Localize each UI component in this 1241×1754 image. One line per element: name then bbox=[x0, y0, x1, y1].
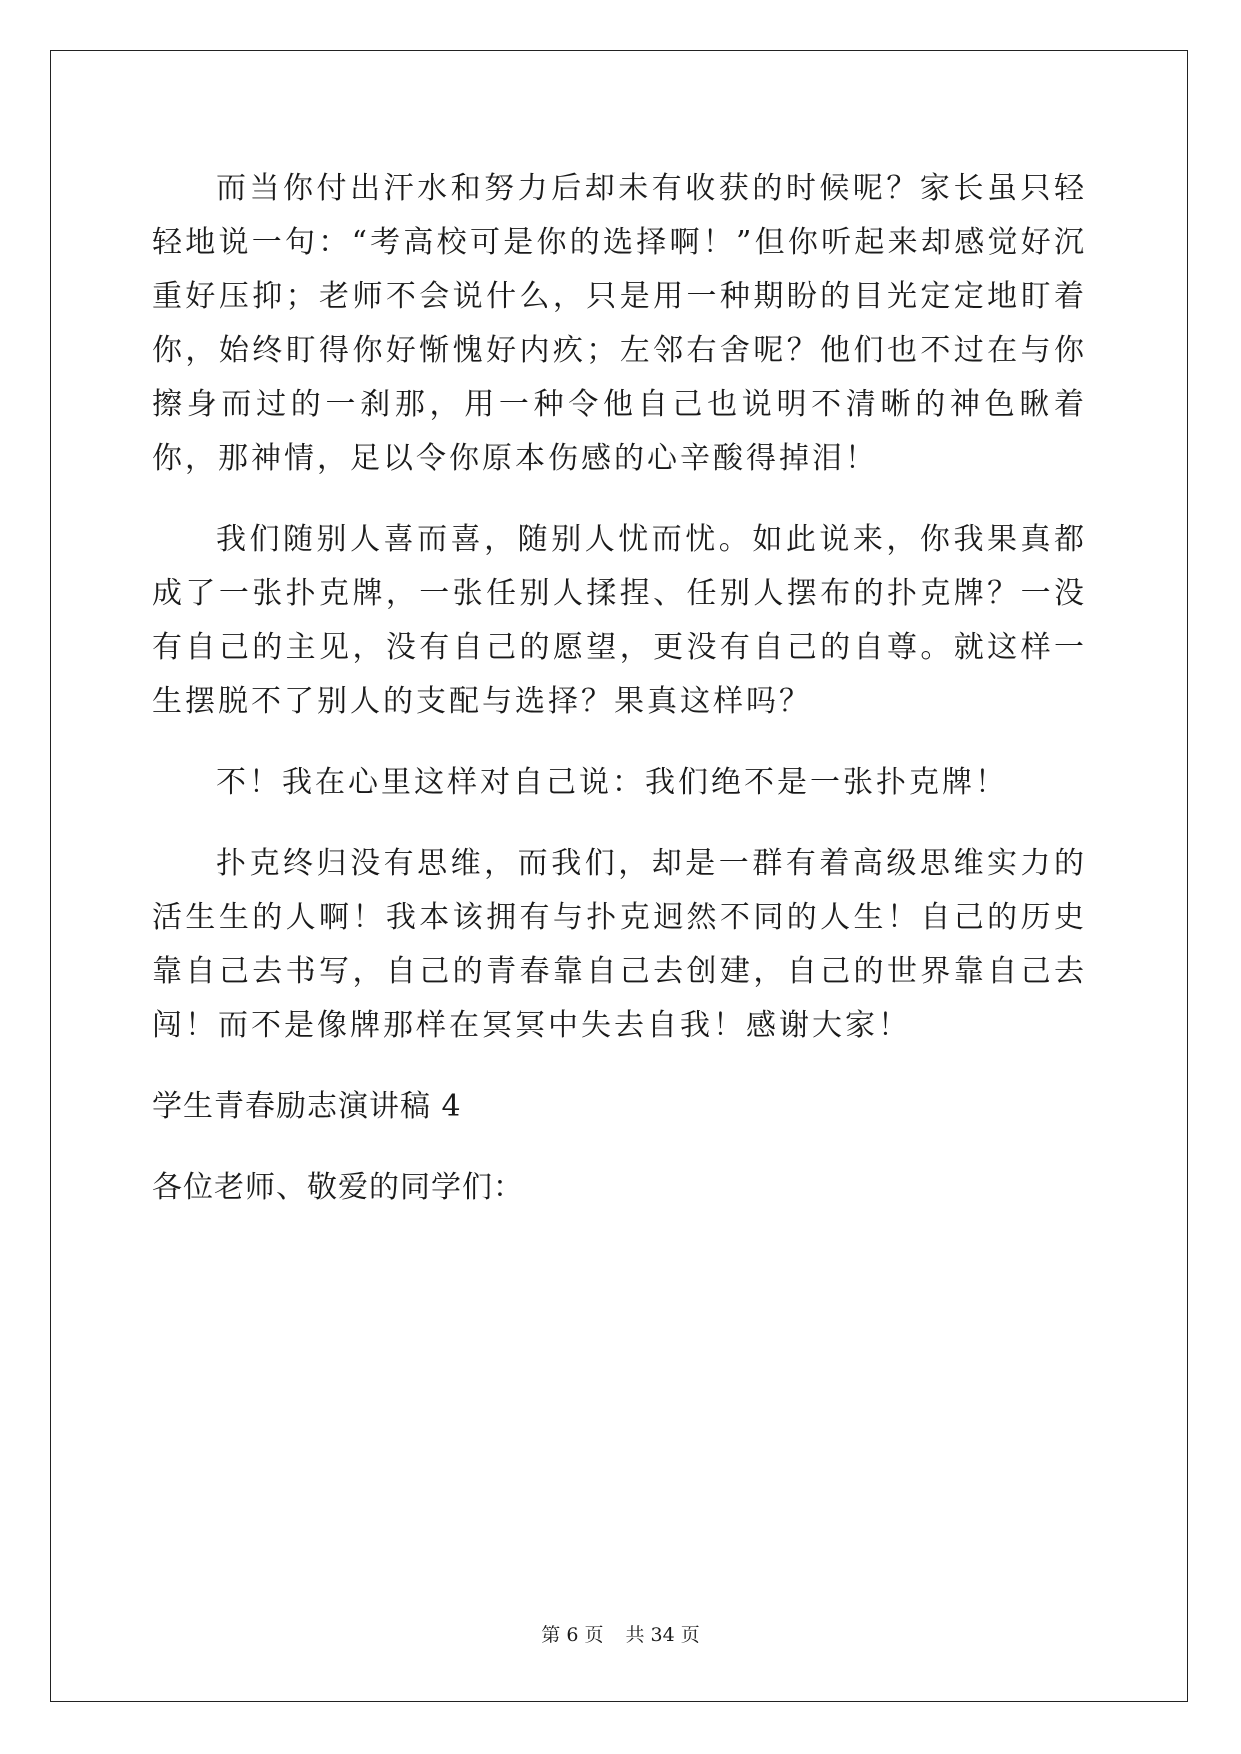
page-total: 共 34 页 bbox=[625, 1624, 700, 1646]
page-number: 第 6 页 bbox=[541, 1624, 604, 1646]
section-title: 学生青春励志演讲稿 4 bbox=[152, 1089, 462, 1124]
paragraph-2: 我们随别人喜而喜，随别人忧而忧。如此说来，你我果真都成了一张扑克牌，一张任别人揉捏、任别人摆布的扑克牌？一没有自己的主见，没有自己的愿望，更没有自己的自尊。就这样一生摆脱不了别人的支配与选择？果真这样吗？ bbox=[152, 522, 1087, 719]
paragraph-3: 不！我在心里这样对自己说：我们绝不是一张扑克牌！ bbox=[216, 765, 1008, 800]
document-body bbox=[152, 162, 1087, 1242]
salutation: 各位老师、敬爱的同学们： bbox=[152, 1170, 524, 1205]
paragraph-4: 扑克终归没有思维，而我们，却是一群有着高级思维实力的活生生的人啊！我本该拥有与扑克迥然不同的人生！自己的历史靠自己去书写，自己的青春靠自己去创建，自己的世界靠自己去闯！而不是像牌那样在冥冥中失去自我！感谢大家！ bbox=[152, 846, 1087, 1043]
page-footer bbox=[0, 1620, 1241, 1647]
paragraph-1: 而当你付出汗水和努力后却未有收获的时候呢？家长虽只轻轻地说一句：“考高校可是你的选择啊！”但你听起来却感觉好沉重好压抑；老师不会说什么，只是用一种期盼的目光定定地盯着你，始终盯得你好惭愧好内疚；左邻右舍呢？他们也不过在与你擦身而过的一刹那，用一种令他自己也说明不清晰的神色瞅着你，那神情，足以令你原本伤感的心辛酸得掉泪！ bbox=[152, 171, 1087, 476]
